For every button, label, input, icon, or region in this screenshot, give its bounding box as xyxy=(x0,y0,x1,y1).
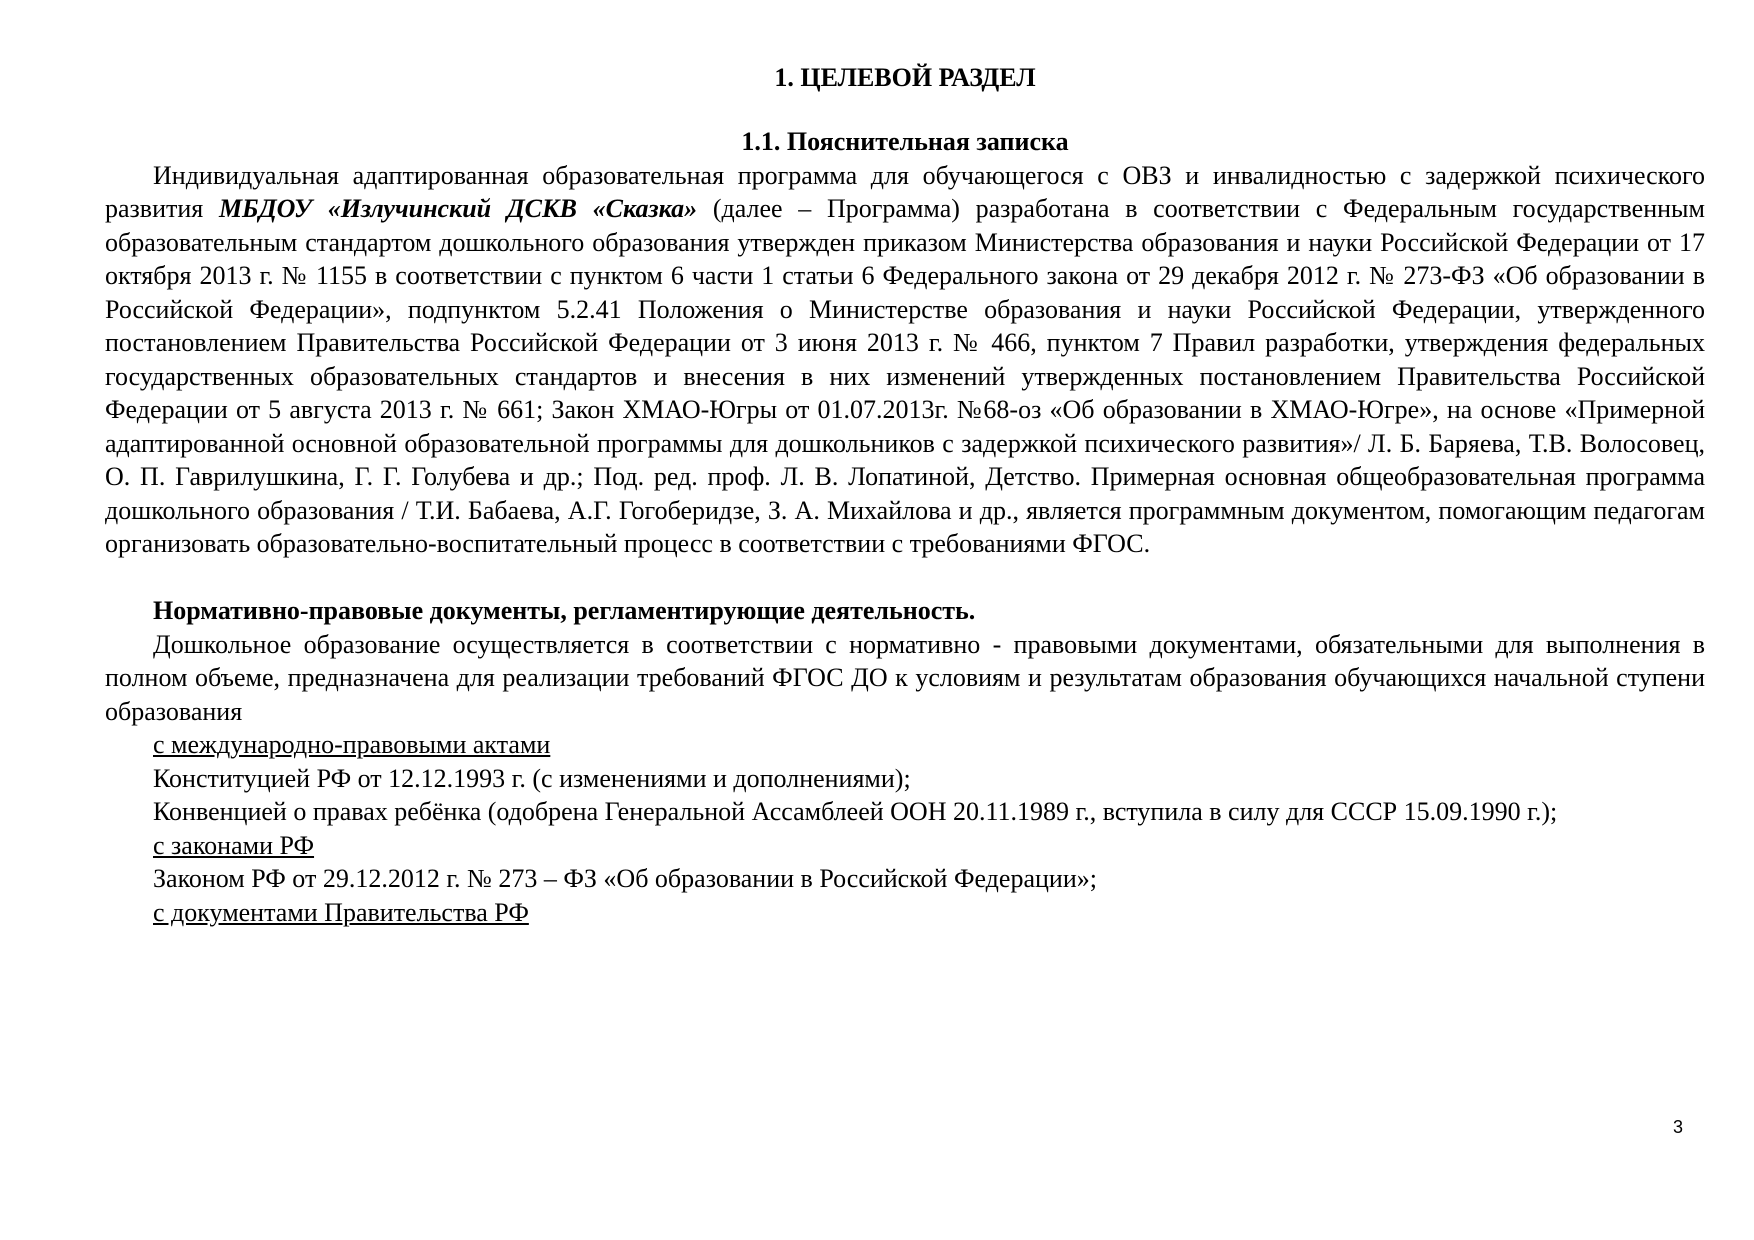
normative-heading: Нормативно-правовые документы, регламентирующие деятельность. xyxy=(153,596,976,625)
intl-acts-label: с международно-правовыми актами xyxy=(153,730,551,759)
constitution-item: Конституцией РФ от 12.12.1993 г. (с изменениями и дополнениями); xyxy=(153,763,911,793)
organization-name: МБДОУ «Излучинский ДСКВ «Сказка» xyxy=(218,194,698,223)
convention-item: Конвенцией о правах ребёнка (одобрена Генеральной Ассамблеей ООН 20.11.1989 г., вступила в силу для СССР 15.09.1990 г.); xyxy=(153,797,1558,826)
subsection-title: 1.1. Пояснительная записка xyxy=(741,127,1069,156)
page-number: 3 xyxy=(1673,1117,1684,1137)
list-item xyxy=(105,728,1705,762)
normative-paragraph: Дошкольное образование осуществляется в соответствии с нормативно - правовыми документами, обязательными для выполнения в полном объеме, предназначена для реализации требований ФГОС ДО к условиям и результатам образования обучающихся начальной ступени образования xyxy=(105,629,1705,726)
intro-text-start: Индивидуальная адаптированная образовательная программа для обучающегося с ОВЗ и инвалидностью с задержкой психического развития xyxy=(105,160,1705,223)
page-body xyxy=(105,56,1705,929)
laws-label: с законами РФ xyxy=(153,830,315,860)
intro-text-rest: (далее – Программа) разработана в соответствии с Федеральным государственным образовательным стандартом дошкольного образования утвержден приказом Министерства образования и науки Российской Федерации от 17 октября 2013 г. № 1155 в соответствии с пунктом 6 части 1 статьи 6 Федерального закона от 29 декабря 2012 г. № 273-ФЗ «Об образовании в Российской Федерации», подпунктом 5.2.41 Положения о Министерстве образования и науки Российской Федерации, утвержденного постановлением Правительства Российской Федерации от 3 июня 2013 г. № 466, пунктом 7 Правил разработки, утверждения федеральных государственных образовательных стандартов и внесения в них изменений утвержденных постановлением Правительства Российской Федерации от 5 августа 2013 г. № 661; Закон ХМАО-Югры от 01.07.2013г. №68-оз «Об образовании в ХМАО-Югре», на основе «Примерной адаптированной основной образовательной программы для дошкольников с задержкой психического развития»/ Л. Б. Баряева, Т.В. Волосовец, О. П. Гаврилушкина, Г. Г. Голубева и др.; Под. ред. проф. Л. В. Лопатиной, Детство. Примерная основная общеобразовательная программа дошкольного образования / Т.И. Бабаева, А.Г. Гогоберидзе, З. А. Михайлова и др., является программным документом, помогающим педагогам организовать образовательно-воспитательный процесс в соответствии с требованиями ФГОС. xyxy=(105,194,1705,558)
intro-paragraph xyxy=(105,159,1705,561)
list-item xyxy=(105,896,1705,930)
paragraph-spacer xyxy=(105,561,1705,595)
government-docs-label: с документами Правительства РФ xyxy=(153,897,529,927)
list-item xyxy=(105,829,1705,863)
section-title: 1. ЦЕЛЕВОЙ РАЗДЕЛ xyxy=(774,63,1036,92)
law-273-item: Законом РФ от 29.12.2012 г. № 273 – ФЗ «Об образовании в Российской Федерации»; xyxy=(153,864,1097,893)
